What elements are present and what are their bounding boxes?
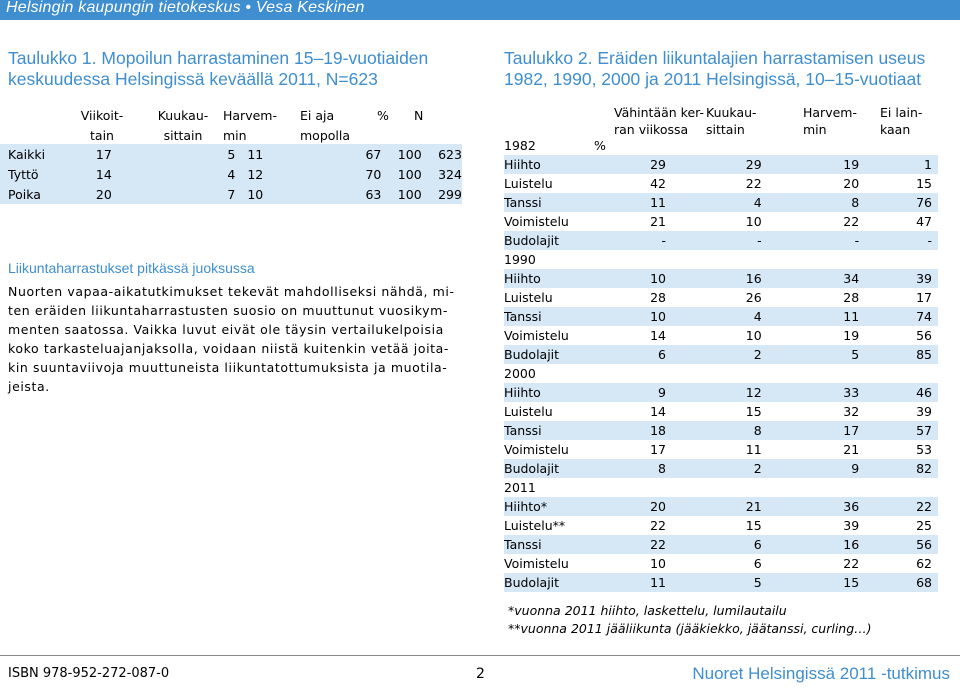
table-row — [504, 459, 938, 478]
cell: - — [608, 231, 700, 250]
cell: 68 — [895, 573, 938, 592]
cell: 7 — [146, 184, 235, 204]
cell: 85 — [895, 345, 938, 364]
header-title: Helsingin kaupungin tietokeskus • Vesa Keskinen — [6, 0, 365, 16]
table2 — [504, 136, 938, 592]
cell: 57 — [895, 421, 938, 440]
cell: 15 — [745, 518, 762, 533]
cell: 22 — [843, 556, 860, 571]
row-label: Voimistelu — [504, 442, 569, 457]
cell: 8 — [794, 193, 895, 212]
year-label: 2011 — [504, 480, 536, 495]
cell: 4 — [146, 164, 235, 184]
cell: 5 — [700, 573, 794, 592]
row-label: Hiihto — [504, 155, 608, 174]
cell: 11 — [608, 573, 700, 592]
row-label: Poika — [0, 184, 72, 204]
table-row — [504, 231, 938, 250]
table-row — [0, 144, 462, 164]
cell: 17 — [916, 290, 932, 305]
table1-heading — [8, 48, 428, 90]
year-row — [504, 250, 938, 269]
percent-label — [608, 478, 700, 497]
cell: 21 — [700, 497, 794, 516]
cell: 10 — [745, 214, 762, 229]
row-label: Luistelu — [504, 176, 553, 191]
cell: 63 — [329, 184, 381, 204]
cell: 11 — [794, 307, 895, 326]
cell: 2 — [700, 459, 794, 478]
cell: 28 — [843, 290, 860, 305]
cell: 20 — [608, 497, 700, 516]
row-label: Voimistelu — [504, 556, 569, 571]
cell: 74 — [895, 307, 938, 326]
cell: 15 — [745, 404, 762, 419]
cell: 11 — [235, 144, 329, 164]
cell: 29 — [608, 155, 700, 174]
row-label: Luistelu — [504, 290, 553, 305]
table2-col-header: Kuukau- sittain — [706, 105, 757, 137]
cell: 14 — [650, 404, 666, 419]
cell: 324 — [422, 164, 462, 184]
row-label: Budolajit — [504, 231, 608, 250]
cell: 19 — [843, 328, 860, 343]
table-row — [504, 288, 938, 307]
cell: 6 — [753, 556, 762, 571]
table1-heading-line1: Taulukko 1. Mopoilun harrastaminen 15–19-vuotiaiden — [8, 48, 429, 68]
cell: 21 — [650, 214, 666, 229]
percent-label — [608, 364, 700, 383]
cell: 6 — [608, 345, 700, 364]
cell: 16 — [794, 535, 895, 554]
cell: 10 — [608, 307, 700, 326]
table1-col-header: Viikoit- tain — [80, 108, 124, 143]
row-label: Hiihto — [504, 269, 608, 288]
cell: 32 — [843, 404, 860, 419]
cell: 70 — [329, 164, 381, 184]
row-label: Voimistelu — [504, 214, 569, 229]
table-row — [504, 193, 938, 212]
cell: 100 — [381, 164, 421, 184]
row-label: Tanssi — [504, 535, 608, 554]
cell: 82 — [895, 459, 938, 478]
row-label: Budolajit — [504, 459, 608, 478]
table-row — [504, 516, 938, 535]
table1-heading-line2: keskuudessa Helsingissä keväällä 2011, N=623 — [8, 69, 378, 89]
cell: 20 — [72, 184, 146, 204]
cell: 11 — [608, 193, 700, 212]
cell: 17 — [650, 442, 666, 457]
cell: 6 — [700, 535, 794, 554]
cell: 4 — [700, 307, 794, 326]
cell: 299 — [422, 184, 462, 204]
row-label: Luistelu** — [504, 518, 566, 533]
cell: 18 — [608, 421, 700, 440]
cell: 15 — [916, 176, 932, 191]
table2-heading-line2: 1982, 1990, 2000 ja 2011 Helsingissä, 10–15-vuotiaat — [504, 69, 922, 89]
cell: 12 — [700, 383, 794, 402]
footnote-1: *vuonna 2011 hiihto, laskettelu, lumilautailu — [508, 603, 787, 618]
cell: 16 — [700, 269, 794, 288]
cell: 28 — [650, 290, 666, 305]
cell: 42 — [650, 176, 666, 191]
cell: 26 — [745, 290, 762, 305]
cell: 20 — [843, 176, 860, 191]
table-row — [0, 164, 462, 184]
cell: 22 — [895, 497, 938, 516]
cell: 10 — [650, 556, 666, 571]
cell: 56 — [895, 535, 938, 554]
table2-col-header: Vähintään ker- ran viikossa — [614, 105, 705, 137]
table-row — [504, 345, 938, 364]
row-label: Tyttö — [0, 164, 72, 184]
cell: 623 — [422, 144, 462, 164]
cell: 8 — [608, 459, 700, 478]
year-label: 1982 — [504, 138, 536, 153]
table-row — [0, 184, 462, 204]
table2-col-header: Harvem- min — [803, 105, 857, 137]
year-row — [504, 364, 938, 383]
cell: 21 — [843, 442, 860, 457]
table1 — [0, 144, 462, 204]
row-label: Tanssi — [504, 421, 608, 440]
cell: 33 — [794, 383, 895, 402]
table-row — [504, 535, 938, 554]
percent-label: % — [594, 138, 606, 153]
cell: 14 — [72, 164, 146, 184]
row-label: Luistelu — [504, 404, 553, 419]
cell: 4 — [700, 193, 794, 212]
table-row — [504, 440, 938, 459]
cell: 22 — [745, 176, 762, 191]
table-row — [504, 269, 938, 288]
row-label: Hiihto — [504, 383, 608, 402]
table-row — [504, 554, 938, 573]
cell: 100 — [381, 144, 421, 164]
table2-col-header: Ei lain- kaan — [880, 105, 923, 137]
cell: 67 — [329, 144, 381, 164]
row-label: Tanssi — [504, 193, 608, 212]
cell: 100 — [381, 184, 421, 204]
table-row — [504, 212, 938, 231]
table1-col-header: % — [377, 108, 389, 123]
table1-col-header: Harvem- min — [223, 108, 277, 143]
percent-label — [608, 250, 700, 269]
isbn: ISBN 978-952-272-087-0 — [8, 666, 170, 681]
footer-divider — [0, 655, 960, 656]
cell: 9 — [794, 459, 895, 478]
cell: 56 — [916, 328, 932, 343]
cell: 29 — [700, 155, 794, 174]
cell: 39 — [895, 269, 938, 288]
cell: 39 — [916, 404, 932, 419]
article-body — [8, 282, 462, 396]
cell: 76 — [895, 193, 938, 212]
article-title: Liikuntaharrastukset pitkässä juoksussa — [8, 260, 255, 276]
cell: 46 — [895, 383, 938, 402]
cell: - — [700, 231, 794, 250]
cell: 39 — [843, 518, 860, 533]
table2-heading — [504, 48, 925, 90]
table-row — [504, 307, 938, 326]
cell: 17 — [794, 421, 895, 440]
cell: 10 — [235, 184, 329, 204]
cell: 10 — [608, 269, 700, 288]
cell: 1 — [895, 155, 938, 174]
cell: 36 — [794, 497, 895, 516]
cell: 5 — [794, 345, 895, 364]
row-label: Hiihto* — [504, 497, 608, 516]
cell: 5 — [146, 144, 235, 164]
cell: 10 — [745, 328, 762, 343]
row-label: Kaikki — [0, 144, 72, 164]
footnote-2: **vuonna 2011 jääliikunta (jääkiekko, jäätanssi, curling…) — [508, 621, 872, 636]
table-row — [504, 383, 938, 402]
year-row — [504, 136, 938, 155]
cell: 47 — [916, 214, 932, 229]
table-row — [504, 155, 938, 174]
cell: 53 — [916, 442, 932, 457]
table-row — [504, 573, 938, 592]
cell: 8 — [700, 421, 794, 440]
table-row — [504, 174, 938, 193]
table-row — [504, 402, 938, 421]
cell: 12 — [235, 164, 329, 184]
row-label: Budolajit — [504, 345, 608, 364]
footer-brand: Nuoret Helsingissä 2011 -tutkimus — [692, 664, 950, 683]
table1-col-header: Ei aja mopolla — [300, 108, 351, 143]
year-label: 1990 — [504, 252, 536, 267]
header-bar — [0, 0, 960, 20]
row-label: Budolajit — [504, 573, 608, 592]
cell: 2 — [700, 345, 794, 364]
table2-heading-line1: Taulukko 2. Eräiden liikuntalajien harrastamisen useus — [504, 48, 926, 68]
table1-col-header: N — [414, 108, 424, 123]
cell: 19 — [794, 155, 895, 174]
table1-col-header: Kuukau- sittain — [157, 108, 209, 143]
cell: - — [794, 231, 895, 250]
year-label: 2000 — [504, 366, 536, 381]
cell: 9 — [608, 383, 700, 402]
cell: 22 — [608, 535, 700, 554]
cell: 14 — [650, 328, 666, 343]
cell: - — [895, 231, 938, 250]
cell: 62 — [916, 556, 932, 571]
cell: 34 — [794, 269, 895, 288]
page-number: 2 — [476, 666, 485, 682]
cell: 25 — [916, 518, 932, 533]
article-text: Nuorten vapaa-aikatutkimukset tekevät mahdolliseksi nähdä, mi- ten eräiden liikuntaharrastusten suosio on muuttunut vuosikym- menten saatossa. Vaikka luvut eivät ole täysin vertailukelpoisia koko tarkasteluajanjaksolla, voidaan niistä kuitenkin vetää joita- kin suuntaviivoja muuttuneista liikuntatottumuksista ja muotila- jeista. — [8, 284, 455, 394]
cell: 17 — [72, 144, 146, 164]
table-row — [504, 497, 938, 516]
cell: 22 — [650, 518, 666, 533]
year-row — [504, 478, 938, 497]
table-row — [504, 421, 938, 440]
table-row — [504, 326, 938, 345]
cell: 11 — [745, 442, 762, 457]
cell: 22 — [843, 214, 860, 229]
cell: 15 — [794, 573, 895, 592]
row-label: Tanssi — [504, 307, 608, 326]
row-label: Voimistelu — [504, 328, 569, 343]
